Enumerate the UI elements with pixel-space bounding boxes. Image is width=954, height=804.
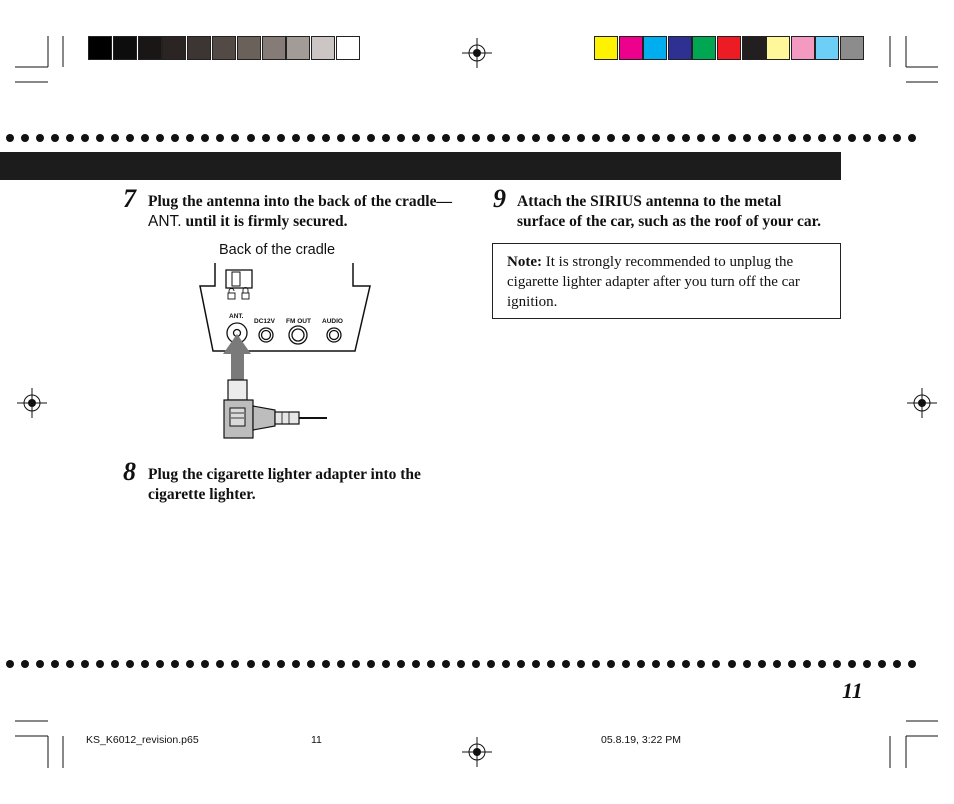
rule-dot <box>292 660 300 668</box>
ant-label: ANT. <box>148 213 182 230</box>
rule-dot <box>743 134 751 142</box>
port-label-audio: AUDIO <box>322 318 343 325</box>
rule-dot <box>186 134 194 142</box>
rule-dot <box>367 134 375 142</box>
rule-dot <box>21 134 29 142</box>
rule-dot <box>201 660 209 668</box>
step-7-text <box>148 192 452 232</box>
rule-dot <box>908 660 916 668</box>
rule-dot <box>111 134 119 142</box>
footer-timestamp: 05.8.19, 3:22 PM <box>601 734 681 746</box>
rule-dot <box>833 134 841 142</box>
port-label-ant: ANT. <box>229 313 244 320</box>
step-7-line-2-rest: until it is firmly secured. <box>181 213 348 230</box>
rule-dot <box>712 134 720 142</box>
gray-swatch <box>212 36 236 60</box>
color-swatch <box>692 36 716 60</box>
registration-mark-bottom <box>462 737 492 767</box>
gray-swatch <box>113 36 137 60</box>
rule-dot <box>712 660 720 668</box>
rule-dot <box>367 660 375 668</box>
rule-dot <box>427 660 435 668</box>
step-7-line-2 <box>148 212 452 232</box>
rule-dot <box>848 660 856 668</box>
rule-dot <box>502 660 510 668</box>
rule-dot <box>36 134 44 142</box>
rule-dot <box>156 660 164 668</box>
rule-dot <box>592 134 600 142</box>
rule-dot <box>6 660 14 668</box>
gray-swatch <box>311 36 335 60</box>
rule-dot <box>397 660 405 668</box>
rule-dot <box>262 660 270 668</box>
rule-dot <box>262 134 270 142</box>
color-swatch <box>594 36 618 60</box>
rule-dot <box>472 134 480 142</box>
rule-dot <box>743 660 751 668</box>
rule-dot <box>682 660 690 668</box>
rule-dot <box>322 134 330 142</box>
registration-mark-right <box>907 388 937 418</box>
rule-dot <box>547 660 555 668</box>
rule-dot <box>66 660 74 668</box>
gray-swatch <box>162 36 186 60</box>
step-8-line-2: cigarette lighter. <box>148 486 256 503</box>
step-8-text <box>148 465 421 505</box>
rule-dot <box>352 134 360 142</box>
rule-dot <box>532 660 540 668</box>
rule-dot <box>607 134 615 142</box>
rule-dot <box>818 134 826 142</box>
color-swatch <box>840 36 864 60</box>
color-swatch <box>668 36 692 60</box>
rule-dot <box>457 134 465 142</box>
rule-dot <box>848 134 856 142</box>
rule-dot <box>352 660 360 668</box>
rule-dot <box>893 134 901 142</box>
rule-dot <box>292 134 300 142</box>
rule-dot <box>36 660 44 668</box>
rule-dot <box>307 134 315 142</box>
rule-dot <box>517 134 525 142</box>
rule-dot <box>96 660 104 668</box>
gray-swatch <box>138 36 162 60</box>
rule-dot <box>833 660 841 668</box>
step-7-number: 7 <box>123 184 136 213</box>
rule-dot <box>382 134 390 142</box>
rule-dot <box>186 660 194 668</box>
rule-dot <box>216 660 224 668</box>
step-9-number: 9 <box>493 184 506 213</box>
rule-dot <box>758 134 766 142</box>
port-fmout <box>289 326 307 344</box>
rule-dot <box>472 660 480 668</box>
rule-dot <box>803 134 811 142</box>
gray-swatch <box>286 36 310 60</box>
rule-dot <box>697 660 705 668</box>
rule-dot <box>247 660 255 668</box>
registration-mark-left <box>17 388 47 418</box>
rule-dot <box>788 660 796 668</box>
step-8-line-1: Plug the cigarette lighter adapter into the <box>148 466 421 483</box>
registration-mark-top <box>462 38 492 68</box>
port-label-fmout: FM OUT <box>286 318 311 325</box>
dotted-rule-bottom <box>6 660 916 670</box>
rule-dot <box>337 660 345 668</box>
rule-dot <box>442 660 450 668</box>
dotted-rule-top <box>6 134 916 144</box>
rule-dot <box>66 134 74 142</box>
rule-dot <box>622 134 630 142</box>
rule-dot <box>81 134 89 142</box>
rule-dot <box>6 134 14 142</box>
rule-dot <box>81 660 89 668</box>
gray-swatch <box>187 36 211 60</box>
page-number: 11 <box>842 678 863 703</box>
rule-dot <box>21 660 29 668</box>
color-swatch <box>643 36 667 60</box>
rule-dot <box>532 134 540 142</box>
color-swatch <box>717 36 741 60</box>
step-8-number: 8 <box>123 457 136 486</box>
rule-dot <box>51 660 59 668</box>
rule-dot <box>637 134 645 142</box>
rule-dot <box>247 134 255 142</box>
port-dc12v <box>259 328 273 342</box>
gray-swatch <box>237 36 261 60</box>
rule-dot <box>171 134 179 142</box>
rule-dot <box>893 660 901 668</box>
rule-dot <box>487 134 495 142</box>
color-swatch <box>791 36 815 60</box>
rule-dot <box>126 134 134 142</box>
rule-dot <box>382 660 390 668</box>
rule-dot <box>457 660 465 668</box>
step-7-line-1: Plug the antenna into the back of the cradle— <box>148 193 452 210</box>
rule-dot <box>803 660 811 668</box>
rule-dot <box>171 660 179 668</box>
gray-swatch <box>336 36 360 60</box>
rule-dot <box>427 134 435 142</box>
rule-dot <box>517 660 525 668</box>
diagram-caption: Back of the cradle <box>219 242 336 258</box>
rule-dot <box>622 660 630 668</box>
rule-dot <box>201 134 209 142</box>
rule-dot <box>307 660 315 668</box>
color-swatch <box>766 36 790 60</box>
footer-filename: KS_K6012_revision.p65 <box>86 734 199 746</box>
rule-dot <box>682 134 690 142</box>
rule-dot <box>667 134 675 142</box>
arrow-icon <box>223 334 251 380</box>
rule-dot <box>96 134 104 142</box>
rule-dot <box>337 134 345 142</box>
rule-dot <box>156 134 164 142</box>
rule-dot <box>562 134 570 142</box>
rule-dot <box>773 134 781 142</box>
step-9-text <box>517 192 821 232</box>
rule-dot <box>697 134 705 142</box>
rule-dot <box>592 660 600 668</box>
gray-swatch <box>88 36 112 60</box>
step-9-line-1: Attach the SIRIUS antenna to the metal <box>517 193 782 210</box>
rule-dot <box>577 134 585 142</box>
cradle-diagram <box>195 258 375 443</box>
port-audio <box>327 328 341 342</box>
rule-dot <box>788 134 796 142</box>
gray-swatch <box>262 36 286 60</box>
rule-dot <box>878 660 886 668</box>
rule-dot <box>652 660 660 668</box>
header-band <box>0 152 841 180</box>
rule-dot <box>728 134 736 142</box>
rule-dot <box>442 134 450 142</box>
rule-dot <box>667 660 675 668</box>
rule-dot <box>216 134 224 142</box>
rule-dot <box>277 660 285 668</box>
rule-dot <box>637 660 645 668</box>
rule-dot <box>141 660 149 668</box>
footer-page: 11 <box>311 734 322 746</box>
rule-dot <box>878 134 886 142</box>
rule-dot <box>397 134 405 142</box>
rule-dot <box>758 660 766 668</box>
rule-dot <box>412 660 420 668</box>
color-swatch <box>619 36 643 60</box>
rule-dot <box>487 660 495 668</box>
rule-dot <box>51 134 59 142</box>
note-text: It is strongly recommended to unplug the cigarette lighter adapter after you turn off the car ignition. <box>507 254 800 310</box>
rule-dot <box>863 134 871 142</box>
rule-dot <box>908 134 916 142</box>
rule-dot <box>818 660 826 668</box>
rule-dot <box>607 660 615 668</box>
rule-dot <box>547 134 555 142</box>
lock-icon <box>228 288 249 300</box>
port-label-dc12v: DC12V <box>254 318 275 325</box>
rule-dot <box>322 660 330 668</box>
step-9-line-2: surface of the car, such as the roof of your car. <box>517 213 821 230</box>
color-swatch <box>815 36 839 60</box>
rule-dot <box>231 660 239 668</box>
color-swatch <box>742 36 766 60</box>
rule-dot <box>562 660 570 668</box>
note-label: Note: <box>507 254 542 270</box>
rule-dot <box>126 660 134 668</box>
rule-dot <box>111 660 119 668</box>
antenna-plug <box>224 380 327 438</box>
rule-dot <box>652 134 660 142</box>
rule-dot <box>728 660 736 668</box>
note-box <box>492 243 841 319</box>
rule-dot <box>773 660 781 668</box>
rule-dot <box>577 660 585 668</box>
rule-dot <box>141 134 149 142</box>
rule-dot <box>277 134 285 142</box>
rule-dot <box>502 134 510 142</box>
rule-dot <box>231 134 239 142</box>
rule-dot <box>863 660 871 668</box>
rule-dot <box>412 134 420 142</box>
